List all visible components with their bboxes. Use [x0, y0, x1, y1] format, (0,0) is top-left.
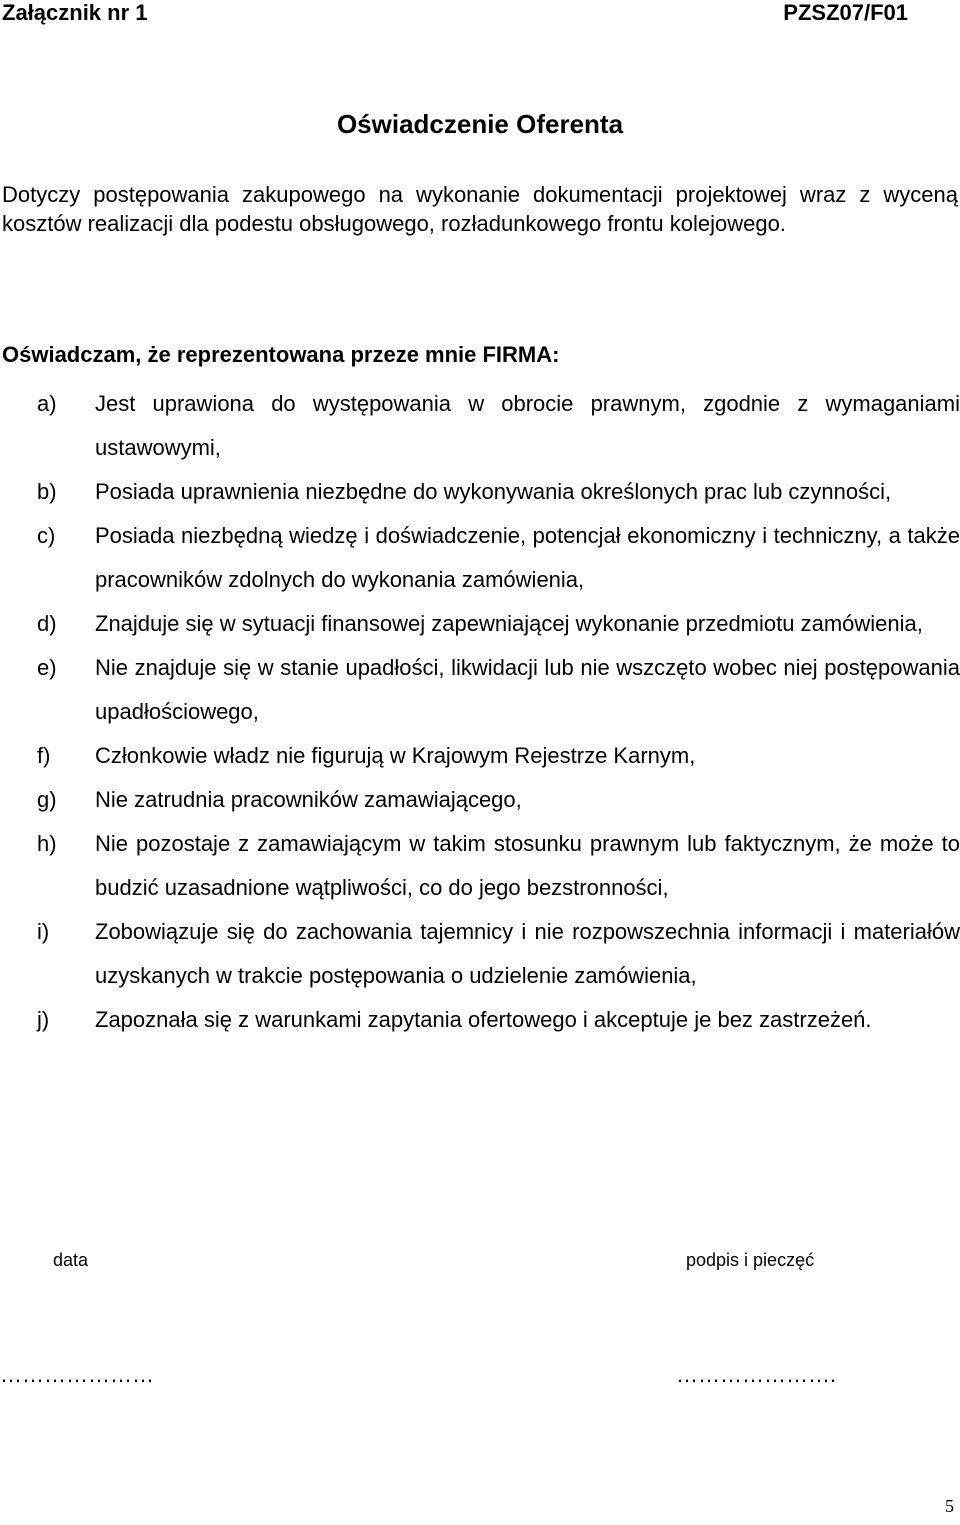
list-item — [0, 910, 960, 998]
date-label: data — [53, 1250, 89, 1270]
item-text: Posiada niezbędną wiedzę i doświadczenie, potencjał ekonomiczny i techniczny, a także pracowników zdolnych do wykonania zamówienia, — [95, 523, 960, 592]
list-item — [0, 646, 960, 734]
declaration-list — [0, 382, 960, 1042]
list-item — [0, 778, 960, 822]
item-text: Posiada uprawnienia niezbędne do wykonywania określonych prac lub czynności, — [95, 479, 892, 504]
item-marker: f) — [37, 743, 51, 768]
item-marker: j) — [37, 1007, 50, 1032]
signature-field-line: …………………. — [676, 1362, 837, 1387]
date-field-line: ………………… — [0, 1362, 154, 1387]
item-marker: c) — [37, 523, 56, 548]
signature-label: podpis i pieczęć — [686, 1250, 815, 1270]
item-marker: b) — [37, 479, 57, 504]
item-marker: a) — [37, 391, 57, 416]
page-title: Oświadczenie Oferenta — [336, 109, 624, 139]
item-text: Znajduje się w sytuacji finansowej zapewniającej wykonanie przedmiotu zamówienia, — [95, 611, 923, 636]
item-marker: g) — [37, 787, 57, 812]
page-number: 5 — [945, 1496, 954, 1516]
item-text: Członkowie władz nie figurują w Krajowym Rejestrze Karnym, — [95, 743, 696, 768]
item-marker: h) — [37, 831, 57, 856]
item-text: Nie pozostaje z zamawiającym w takim stosunku prawnym lub faktycznym, że może to budzić uzasadnione wątpliwości, co do jego bezstronności, — [95, 831, 960, 900]
list-item — [0, 382, 960, 470]
list-item — [0, 602, 960, 646]
list-item — [0, 998, 960, 1042]
item-text: Jest uprawiona do występowania w obrocie prawnym, zgodnie z wymaganiami ustawowymi, — [95, 391, 960, 460]
intro-paragraph: Dotyczy postępowania zakupowego na wykonanie dokumentacji projektowej wraz z wyceną kosztów realizacji dla podestu obsługowego, rozładunkowego frontu kolejowego. — [2, 182, 958, 236]
list-item — [0, 470, 960, 514]
list-item — [0, 514, 960, 602]
item-text: Nie znajduje się w stanie upadłości, likwidacji lub nie wszczęto wobec niej postępowania upadłościowego, — [95, 655, 960, 724]
item-marker: e) — [37, 655, 57, 680]
item-text: Nie zatrudnia pracowników zamawiającego, — [95, 787, 522, 812]
list-item — [0, 822, 960, 910]
document-code: PZSZ07/F01 — [783, 0, 908, 25]
list-item — [0, 734, 960, 778]
declaration-lead: Oświadczam, że reprezentowana przeze mnie FIRMA: — [2, 342, 560, 367]
item-marker: d) — [37, 611, 57, 636]
item-text: Zobowiązuje się do zachowania tajemnicy i nie rozpowszechnia informacji i materiałów uzyskanych w trakcie postępowania o udzielenie zamówienia, — [95, 919, 960, 988]
item-marker: i) — [37, 919, 50, 944]
attachment-label: Załącznik nr 1 — [2, 0, 148, 25]
item-text: Zapoznała się z warunkami zapytania ofertowego i akceptuje je bez zastrzeżeń. — [95, 1007, 872, 1032]
